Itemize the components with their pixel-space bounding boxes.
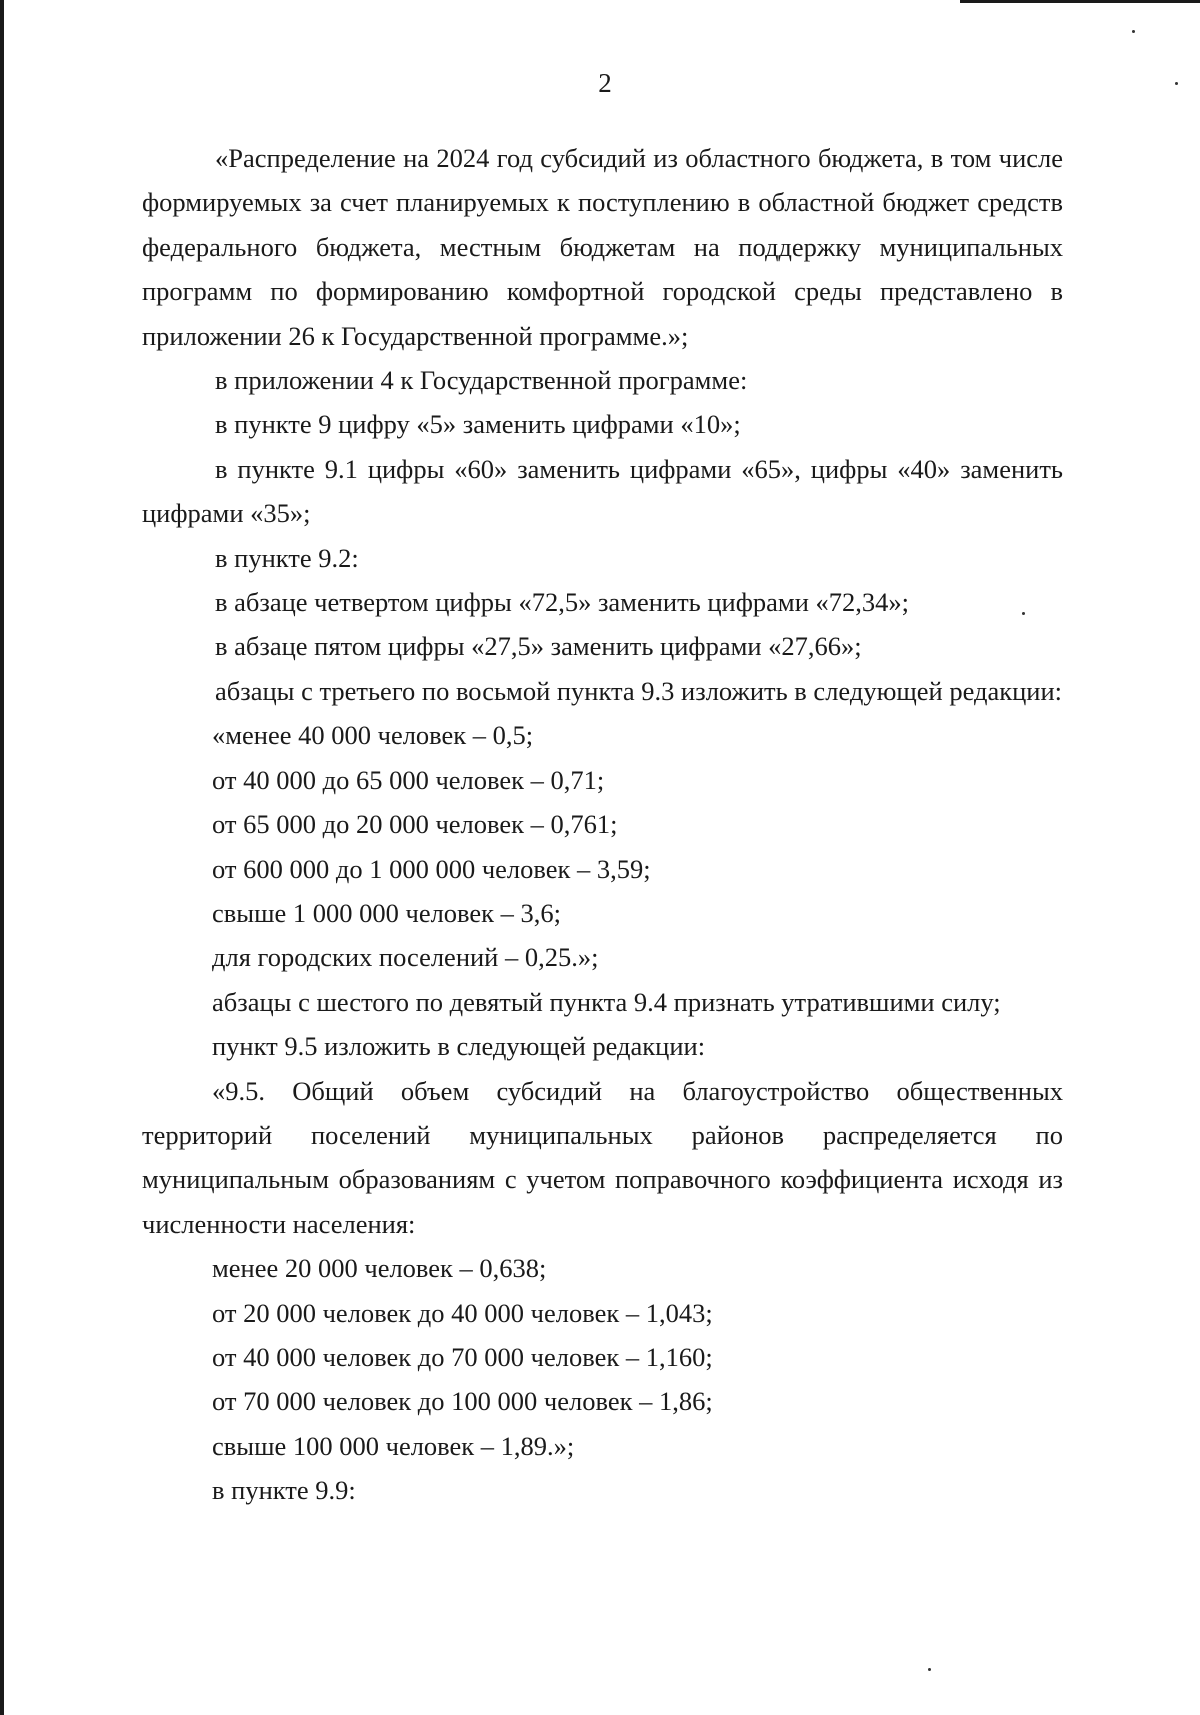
paragraph-item-9-3-intro: абзацы с третьего по восьмой пункта 9.3 изложить в следующей редакции: xyxy=(215,675,1063,706)
list-item-9-3-d: от 600 000 до 1 000 000 человек – 3,59; xyxy=(212,853,651,884)
scan-speck xyxy=(928,1668,931,1671)
scan-top-line xyxy=(960,0,1200,3)
paragraph-item-9-9: в пункте 9.9: xyxy=(212,1475,356,1506)
paragraph-item-9-1: в пункте 9.1 цифры «60» заменить цифрами «65», цифры «40» заменить цифрами «35»; xyxy=(142,453,1063,529)
list-item-9-3-a: «менее 40 000 человек – 0,5; xyxy=(212,720,534,751)
page-number: 2 xyxy=(598,68,612,98)
paragraph-item-9-2: в пункте 9.2: xyxy=(215,542,359,573)
paragraph-item-9-4: абзацы с шестого по девятый пункта 9.4 признать утратившими силу; xyxy=(212,986,1001,1017)
paragraph-item-9-5-intro: пункт 9.5 изложить в следующей редакции: xyxy=(212,1031,706,1062)
scan-speck xyxy=(1132,30,1135,33)
list-item-9-5-c: от 40 000 человек до 70 000 человек – 1,160; xyxy=(212,1341,713,1372)
paragraph-fifth-subparagraph: в абзаце пятом цифры «27,5» заменить цифрами «27,66»; xyxy=(215,631,862,662)
paragraph-fourth-subparagraph: в абзаце четвертом цифры «72,5» заменить цифрами «72,34»; xyxy=(215,587,909,618)
list-item-9-5-b: от 20 000 человек до 40 000 человек – 1,043; xyxy=(212,1297,713,1328)
paragraph-intro-quote: «Распределение на 2024 год субсидий из областного бюджета, в том числе формируемых за счет планируемых к поступлению в областной бюджет средств федерального бюджета, местным бюджетам на поддержку муниципальных программ по формированию комфортной городской среды представлено в приложении 26 к Государственной программе.»; xyxy=(142,143,1063,351)
list-item-9-5-e: свыше 100 000 человек – 1,89.»; xyxy=(212,1430,575,1461)
list-item-9-3-c: от 65 000 до 20 000 человек – 0,761; xyxy=(212,809,618,840)
list-item-9-5-a: менее 20 000 человек – 0,638; xyxy=(212,1253,547,1284)
list-item-9-3-b: от 40 000 до 65 000 человек – 0,71; xyxy=(212,764,605,795)
paragraph-item-9-5-text: «9.5. Общий объем субсидий на благоустройство общественных территорий поселений муниципальных районов распределяется по муниципальным образованиям с учетом поправочного коэффициента исходя из численности населения: xyxy=(142,1075,1063,1239)
list-item-9-3-f: для городских поселений – 0,25.»; xyxy=(212,942,599,973)
scan-left-edge xyxy=(0,0,4,1715)
list-item-9-5-d: от 70 000 человек до 100 000 человек – 1,86; xyxy=(212,1386,713,1417)
paragraph-item-9: в пункте 9 цифру «5» заменить цифрами «10»; xyxy=(215,409,741,440)
list-item-9-3-e: свыше 1 000 000 человек – 3,6; xyxy=(212,897,562,928)
paragraph-appendix-4: в приложении 4 к Государственной программе: xyxy=(215,365,748,396)
document-body xyxy=(142,136,1063,1513)
